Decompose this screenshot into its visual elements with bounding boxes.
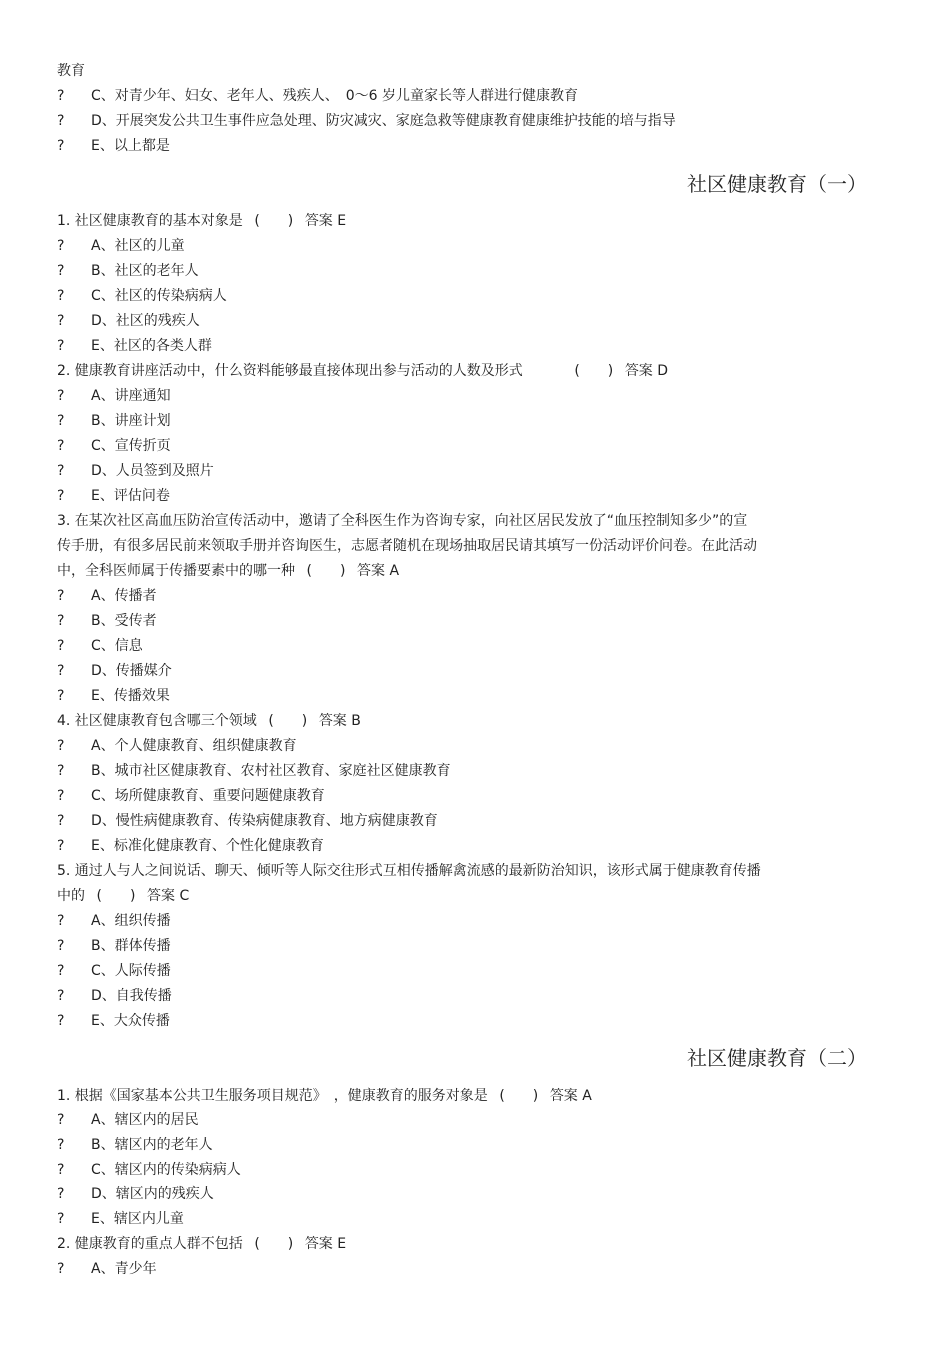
option-line (57, 261, 199, 281)
option-text: D、社区的残疾人 (91, 313, 200, 329)
question-line: 4. 社区健康教育包含哪三个领域 ( ) 答案 B (57, 713, 361, 729)
question-line: 1. 根据《国家基本公共卫生服务项目规范》 ，健康教育的服务对象是 ( ) 答案 A (57, 1088, 592, 1104)
question-mark: ? (57, 1186, 65, 1202)
answer-blank: ( ) (306, 563, 346, 579)
answer-key: 答案 E (304, 1236, 347, 1252)
option-line (57, 1160, 241, 1180)
option-line (57, 786, 325, 806)
option-line (57, 286, 227, 306)
option-text: D、辖区内的残疾人 (91, 1186, 214, 1202)
question-line: 中的 ( ) 答案 C (57, 888, 190, 904)
answer-key: 答案 A (357, 563, 400, 579)
question-line: 5. 通过人与人之间说话、聊天、倾听等人际交往形式互相传播解禽流感的最新防治知识，该形式属于健康教育传播 (57, 863, 761, 879)
option-line (57, 961, 171, 981)
option-text: E、大众传播 (91, 1013, 170, 1029)
option-text: E、评估问卷 (91, 488, 170, 504)
option-text: C、人际传播 (91, 963, 171, 979)
question-mark: ? (57, 138, 65, 154)
question-mark: ? (57, 688, 65, 704)
option-text: B、受传者 (91, 613, 157, 629)
question-line: 中，全科医师属于传播要素中的哪一种 ( ) 答案 A (57, 563, 400, 579)
question-mark: ? (57, 313, 65, 329)
answer-key: 答案 A (549, 1088, 592, 1104)
question-line: 2. 健康教育讲座活动中，什么资料能够最直接体现出参与活动的人数及形式 ( ) 答案 D (57, 363, 669, 379)
option-line (57, 1110, 199, 1130)
question-mark: ? (57, 1112, 65, 1128)
question-mark: ? (57, 488, 65, 504)
option-line (57, 311, 200, 331)
answer-key: 答案 C (147, 888, 190, 904)
option-text: E、以上都是 (91, 138, 170, 154)
option-line (57, 386, 171, 406)
option-text: A、青少年 (91, 1261, 157, 1277)
answer-blank: ( ) (254, 1236, 294, 1252)
answer-blank: ( ) (268, 713, 308, 729)
question-line: 3. 在某次社区高血压防治宣传活动中，邀请了全科医生作为咨询专家，向社区居民发放了“血压控制知多少”的宣 (57, 513, 748, 529)
answer-blank: ( ) (254, 213, 294, 229)
option-line (57, 611, 157, 631)
question-mark: ? (57, 588, 65, 604)
option-text: A、个人健康教育、组织健康教育 (91, 738, 297, 754)
option-line (57, 461, 214, 481)
question-mark: ? (57, 88, 65, 104)
question-mark: ? (57, 1162, 65, 1178)
option-line (57, 111, 676, 131)
question-mark: ? (57, 938, 65, 954)
option-line (57, 411, 171, 431)
option-text: E、标准化健康教育、个性化健康教育 (91, 838, 324, 854)
option-text: C、场所健康教育、重要问题健康教育 (91, 788, 325, 804)
question-mark: ? (57, 438, 65, 454)
option-line (57, 136, 170, 156)
option-text: C、对青少年、妇女、老年人、残疾人、 0～6 岁儿童家长等人群进行健康教育 (91, 88, 579, 104)
question-mark: ? (57, 913, 65, 929)
option-text: C、辖区内的传染病病人 (91, 1162, 241, 1178)
question-mark: ? (57, 388, 65, 404)
option-line (57, 661, 172, 681)
option-text: A、辖区内的居民 (91, 1112, 199, 1128)
option-text: E、传播效果 (91, 688, 170, 704)
option-line (57, 686, 170, 706)
option-text: B、辖区内的老年人 (91, 1137, 213, 1153)
question-mark: ? (57, 238, 65, 254)
question-line: 传手册，有很多居民前来领取手册并咨询医生，志愿者随机在现场抽取居民请其填写一份活动评价问卷。在此活动 (57, 538, 757, 554)
intro-continuation: 教育 (57, 63, 85, 79)
answer-key: 答案 B (318, 713, 361, 729)
option-line (57, 86, 578, 106)
question-mark: ? (57, 113, 65, 129)
option-text: E、社区的各类人群 (91, 338, 212, 354)
option-line (57, 986, 172, 1006)
option-line (57, 436, 171, 456)
question-mark: ? (57, 1137, 65, 1153)
question-mark: ? (57, 288, 65, 304)
question-line: 1. 社区健康教育的基本对象是 ( ) 答案 E (57, 213, 347, 229)
question-mark: ? (57, 338, 65, 354)
question-mark: ? (57, 763, 65, 779)
section-title: 社区健康教育（二） (687, 1046, 867, 1070)
answer-key: 答案 D (624, 363, 669, 379)
question-line: 2. 健康教育的重点人群不包括 ( ) 答案 E (57, 1236, 347, 1252)
option-line (57, 936, 171, 956)
option-line (57, 736, 297, 756)
option-line (57, 761, 451, 781)
question-mark: ? (57, 838, 65, 854)
question-mark: ? (57, 1013, 65, 1029)
option-text: D、传播媒介 (91, 663, 172, 679)
option-line (57, 811, 438, 831)
option-line (57, 1011, 170, 1031)
option-text: D、开展突发公共卫生事件应急处理、防灾减灾、家庭急救等健康教育健康维护技能的培与指导 (91, 113, 676, 129)
option-text: C、信息 (91, 638, 143, 654)
question-mark: ? (57, 613, 65, 629)
option-line (57, 236, 185, 256)
answer-blank: ( ) (574, 363, 614, 379)
option-text: B、讲座计划 (91, 413, 171, 429)
option-line (57, 1259, 157, 1279)
option-line (57, 1135, 213, 1155)
option-text: D、自我传播 (91, 988, 172, 1004)
option-line (57, 836, 324, 856)
option-text: B、群体传播 (91, 938, 171, 954)
question-mark: ? (57, 413, 65, 429)
option-text: E、辖区内儿童 (91, 1211, 184, 1227)
option-line (57, 586, 157, 606)
option-text: B、城市社区健康教育、农村社区教育、家庭社区健康教育 (91, 763, 451, 779)
option-text: C、宣传折页 (91, 438, 171, 454)
option-text: A、社区的儿童 (91, 238, 185, 254)
question-mark: ? (57, 1211, 65, 1227)
answer-key: 答案 E (304, 213, 347, 229)
option-line (57, 636, 143, 656)
option-text: C、社区的传染病病人 (91, 288, 227, 304)
question-mark: ? (57, 738, 65, 754)
section-title: 社区健康教育（一） (687, 172, 867, 196)
option-text: A、传播者 (91, 588, 157, 604)
option-line (57, 911, 171, 931)
option-text: A、讲座通知 (91, 388, 171, 404)
question-mark: ? (57, 463, 65, 479)
option-text: A、组织传播 (91, 913, 171, 929)
question-mark: ? (57, 788, 65, 804)
question-mark: ? (57, 988, 65, 1004)
question-mark: ? (57, 638, 65, 654)
answer-blank: ( ) (499, 1088, 539, 1104)
option-line (57, 486, 170, 506)
option-line (57, 336, 212, 356)
option-line (57, 1184, 214, 1204)
question-mark: ? (57, 263, 65, 279)
question-mark: ? (57, 813, 65, 829)
question-mark: ? (57, 663, 65, 679)
option-text: D、人员签到及照片 (91, 463, 214, 479)
option-text: D、慢性病健康教育、传染病健康教育、地方病健康教育 (91, 813, 438, 829)
option-line (57, 1209, 184, 1229)
question-mark: ? (57, 963, 65, 979)
question-mark: ? (57, 1261, 65, 1277)
option-text: B、社区的老年人 (91, 263, 199, 279)
answer-blank: ( ) (96, 888, 136, 904)
